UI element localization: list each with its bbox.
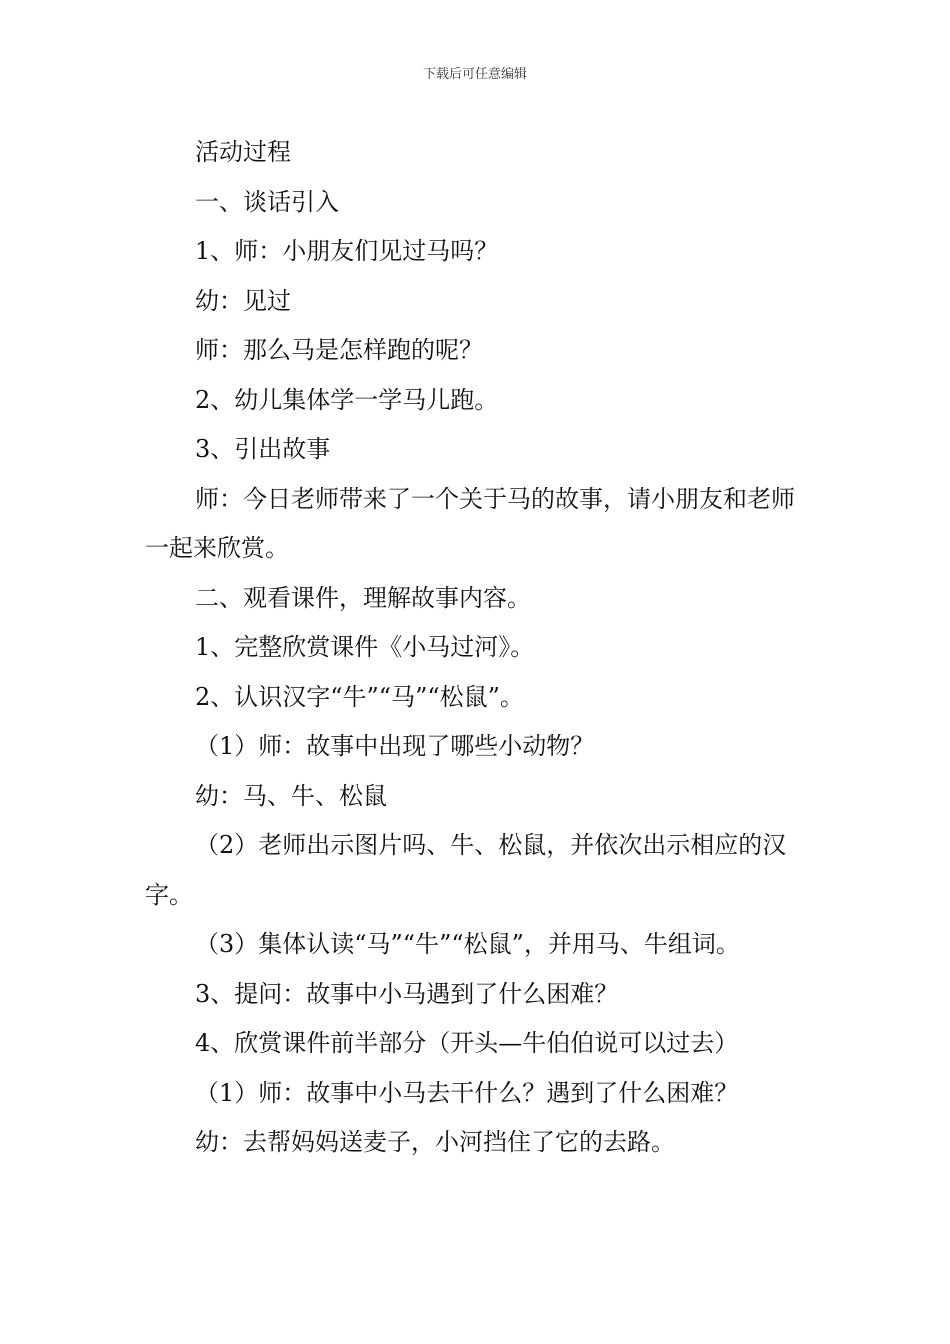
paragraph: 4、欣赏课件前半部分（开头—牛伯伯说可以过去） [195, 1029, 739, 1057]
paragraph: （1）师：故事中出现了哪些小动物？ [195, 732, 595, 760]
paragraph: 1、师：小朋友们见过马吗？ [195, 237, 499, 265]
paragraph: 师：那么马是怎样跑的呢？ [195, 336, 483, 364]
paragraph: 2、幼儿集体学一学马儿跑。 [195, 385, 499, 414]
paragraph: 2、认识汉字“牛”“马”“松鼠”。 [195, 682, 524, 711]
section-heading: 活动过程 [195, 138, 291, 166]
paragraph: （1）师：故事中小马去干什么？遇到了什么困难？ [195, 1078, 739, 1107]
paragraph: 3、引出故事 [195, 435, 331, 463]
paragraph: 3、提问：故事中小马遇到了什么困难？ [195, 979, 619, 1008]
paragraph: （2）老师出示图片吗、牛、松鼠，并依次出示相应的汉字。 [145, 831, 787, 909]
page-header: 下载后可任意编辑 [422, 67, 527, 82]
paragraph: （3）集体认读“马”“牛”“松鼠”，并用马、牛组词。 [195, 930, 740, 958]
document-body [145, 128, 810, 1168]
section-heading: 二、观看课件，理解故事内容。 [195, 583, 531, 612]
paragraph: 师：今日老师带来了一个关于马的故事，请小朋友和老师一起来欣赏。 [145, 484, 795, 562]
paragraph: 幼：见过 [195, 286, 291, 315]
paragraph: 幼：马、牛、松鼠 [195, 781, 387, 810]
section-heading: 一、谈话引入 [195, 187, 339, 216]
paragraph: 幼：去帮妈妈送麦子，小河挡住了它的去路。 [195, 1128, 675, 1156]
paragraph: 1、完整欣赏课件《小马过河》。 [195, 633, 535, 661]
